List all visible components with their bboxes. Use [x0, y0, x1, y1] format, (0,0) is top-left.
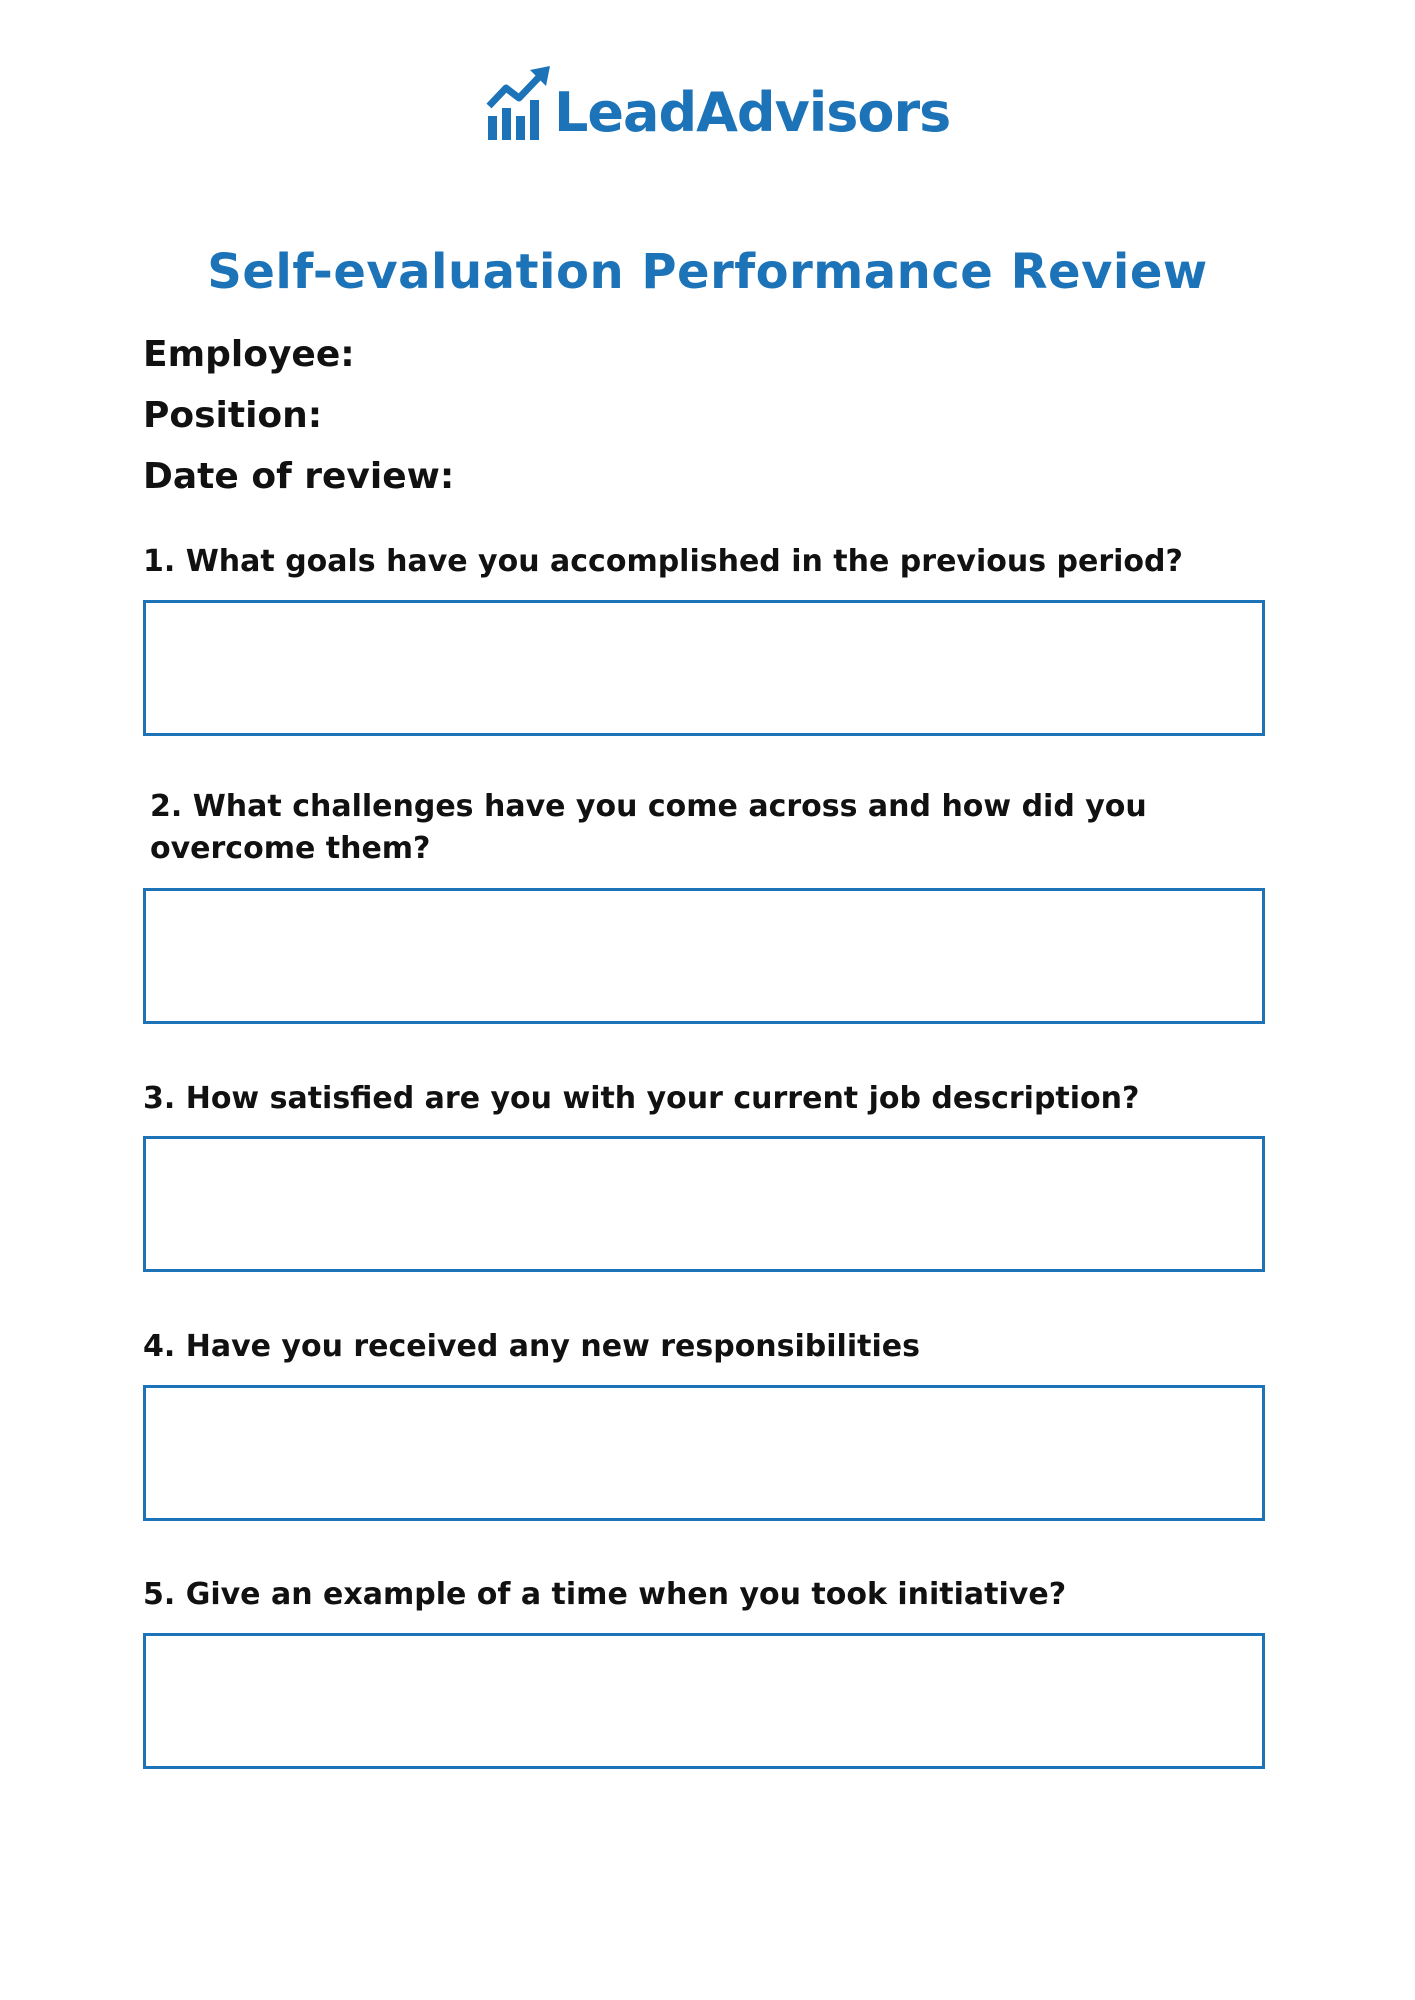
question-2: 2. What challenges have you come across and how did you overcome them?	[150, 789, 1147, 866]
position-label: Position:	[143, 395, 323, 436]
page-title: Self-evaluation Performance Review	[207, 244, 1208, 300]
employee-label: Employee:	[143, 334, 355, 375]
answer-box-1[interactable]	[143, 600, 1265, 736]
question-1: 1. What goals have you accomplished in the previous period?	[143, 544, 1183, 579]
bar-chart-arrow-icon	[486, 66, 552, 142]
question-4: 4. Have you received any new responsibilities	[143, 1329, 920, 1364]
date-of-review-label: Date of review:	[143, 456, 455, 497]
answer-box-2[interactable]	[143, 888, 1265, 1024]
answer-box-4[interactable]	[143, 1385, 1265, 1521]
answer-box-5[interactable]	[143, 1633, 1265, 1769]
question-5: 5. Give an example of a time when you took initiative?	[143, 1577, 1067, 1612]
brand-logo	[486, 62, 950, 142]
answer-box-3[interactable]	[143, 1136, 1265, 1272]
brand-name: LeadAdvisors	[554, 81, 951, 144]
question-3: 3. How satisfied are you with your current job description?	[143, 1081, 1140, 1116]
